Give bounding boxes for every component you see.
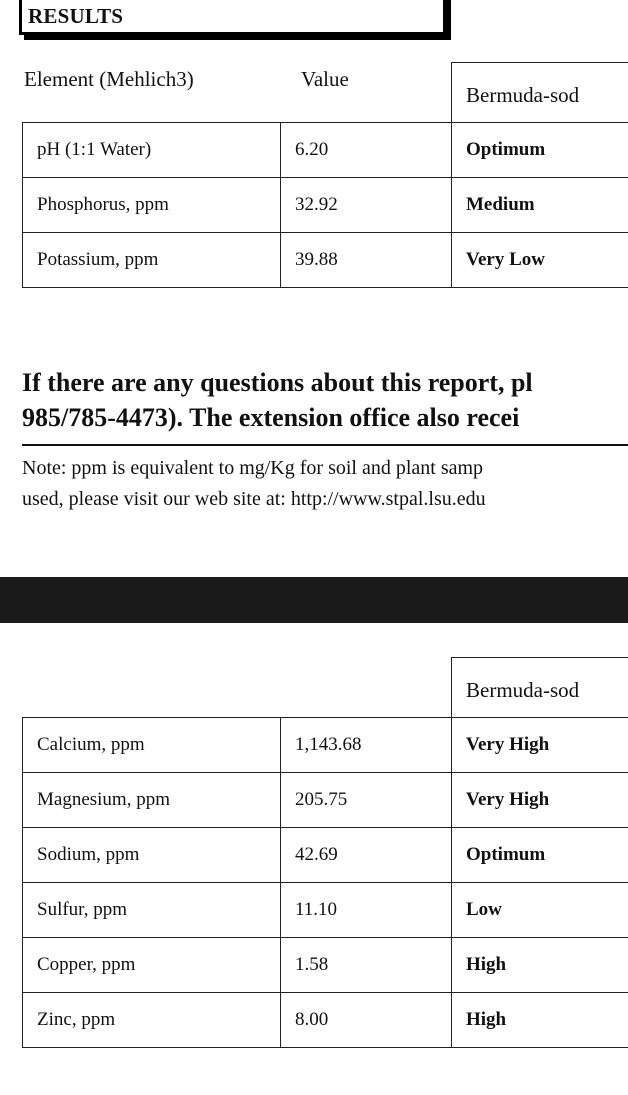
results-header-box: [19, 0, 446, 35]
value-cell: 1.58: [281, 938, 452, 993]
value-cell: 205.75: [281, 773, 452, 828]
rating-cell: Very Low: [452, 233, 628, 288]
value-cell: 8.00: [281, 993, 452, 1048]
element-cell: Phosphorus, ppm: [23, 178, 281, 233]
rating-cell: Optimum: [452, 123, 628, 178]
units-note-line: used, please visit our web site at: http://www.stpal.lsu.edu: [22, 488, 486, 510]
table-row: [23, 773, 628, 828]
element-column-header: Element (Mehlich3): [24, 67, 194, 91]
value-cell: 42.69: [281, 828, 452, 883]
divider: [22, 444, 628, 446]
primary-nutrients-table: [22, 122, 628, 288]
contact-notice-line: 985/785-4473). The extension office also recei: [22, 403, 520, 432]
value-cell: 39.88: [281, 233, 452, 288]
element-cell: Sodium, ppm: [23, 828, 281, 883]
section-divider-bar: [0, 577, 628, 623]
results-label: RESULTS: [28, 4, 124, 28]
rating-cell: Very High: [452, 773, 628, 828]
table-row: [23, 883, 628, 938]
table-row: [23, 178, 628, 233]
element-cell: pH (1:1 Water): [23, 123, 281, 178]
table-row: [23, 993, 628, 1048]
contact-notice: [22, 365, 533, 435]
crop-header-box: [451, 657, 628, 717]
rating-cell: Low: [452, 883, 628, 938]
crop-header-box: [451, 62, 628, 122]
crop-header-label: Bermuda-sod: [466, 83, 580, 107]
element-cell: Copper, ppm: [23, 938, 281, 993]
table-row: [23, 718, 628, 773]
value-cell: 6.20: [281, 123, 452, 178]
element-cell: Zinc, ppm: [23, 993, 281, 1048]
rating-cell: Very High: [452, 718, 628, 773]
element-cell: Potassium, ppm: [23, 233, 281, 288]
value-cell: 11.10: [281, 883, 452, 938]
value-column-header: Value: [301, 67, 349, 91]
table-row: [23, 828, 628, 883]
crop-header-label: Bermuda-sod: [466, 678, 580, 702]
value-cell: 32.92: [281, 178, 452, 233]
rating-cell: Medium: [452, 178, 628, 233]
table-row: [23, 938, 628, 993]
table-row: [23, 123, 628, 178]
value-cell: 1,143.68: [281, 718, 452, 773]
element-cell: Calcium, ppm: [23, 718, 281, 773]
table-row: [23, 233, 628, 288]
units-note: [22, 453, 486, 515]
rating-cell: High: [452, 993, 628, 1048]
secondary-nutrients-table: [22, 717, 628, 1048]
element-cell: Sulfur, ppm: [23, 883, 281, 938]
contact-notice-line: If there are any questions about this report, pl: [22, 368, 533, 397]
units-note-line: Note: ppm is equivalent to mg/Kg for soil and plant samp: [22, 457, 484, 479]
rating-cell: High: [452, 938, 628, 993]
rating-cell: Optimum: [452, 828, 628, 883]
element-cell: Magnesium, ppm: [23, 773, 281, 828]
